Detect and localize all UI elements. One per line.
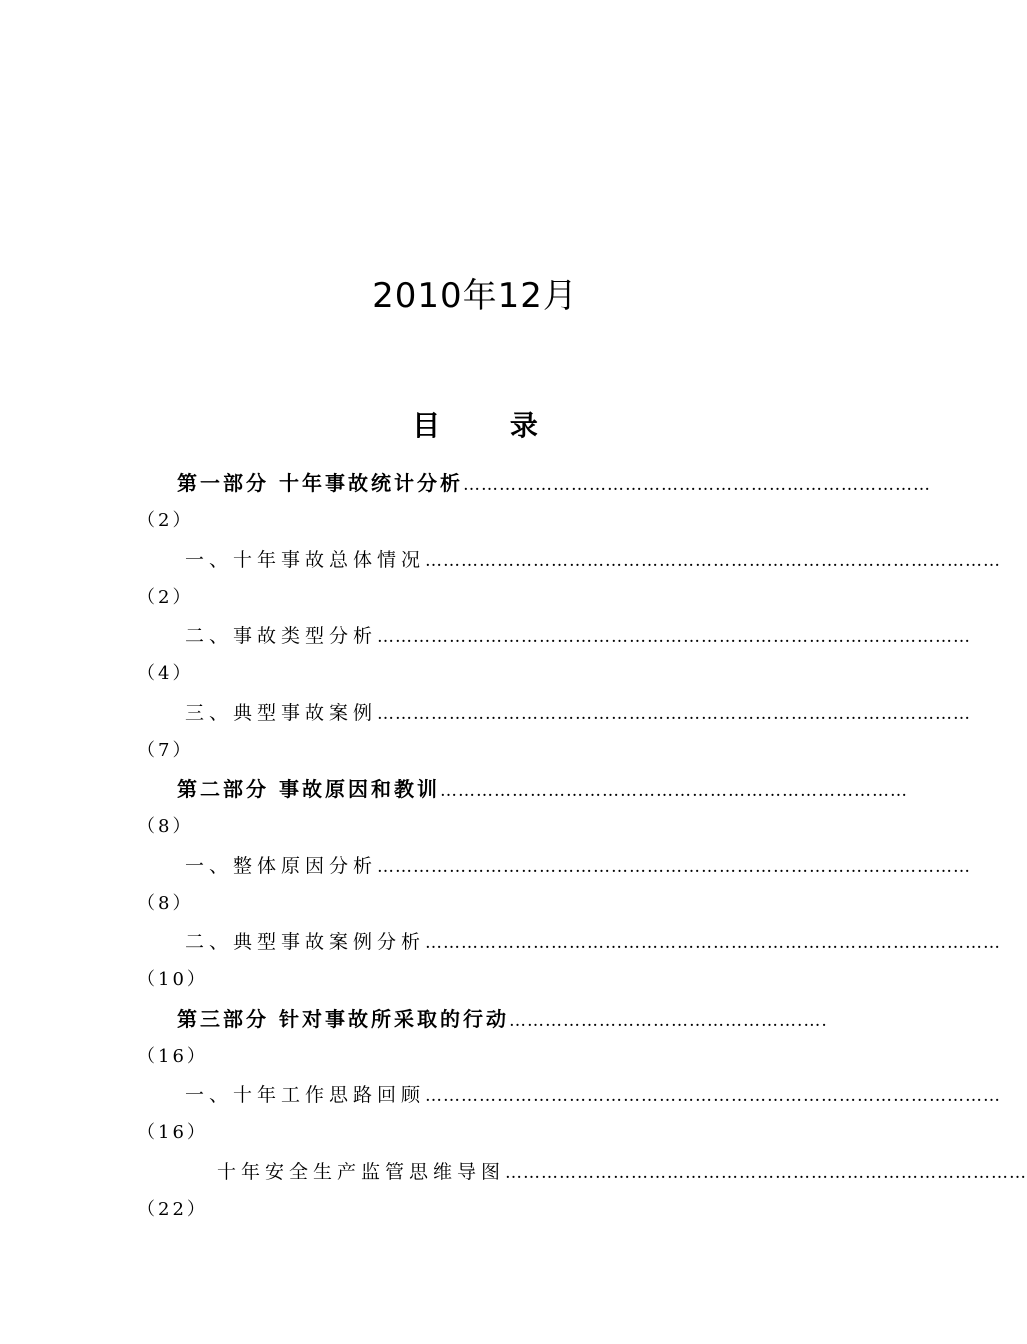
toc-entry	[137, 1000, 828, 1077]
toc-entry-line	[137, 617, 972, 655]
toc-entry-page-number: （10）	[137, 969, 208, 990]
toc-entry-line	[137, 541, 1002, 579]
toc-entry	[137, 923, 1002, 1000]
toc-entry-leader: ………………………………………….….	[508, 1010, 828, 1031]
toc-entry	[137, 1153, 1027, 1230]
toc-entry-line	[137, 1076, 1002, 1114]
toc-entry-page-number: （16）	[137, 1122, 208, 1143]
toc-entry-page-number: （4）	[137, 663, 194, 684]
toc-entry-leader: ……………………………………………………………………………	[505, 1162, 1027, 1183]
toc-entry-page-number: （22）	[137, 1198, 208, 1220]
toc-entry	[137, 1076, 1002, 1153]
toc-entry-label: 十年安全生产监管思维导图	[217, 1160, 506, 1183]
toc-entry	[137, 464, 931, 541]
toc-entry	[137, 770, 908, 847]
toc-entry-leader: ………………………………………………………………………………………	[377, 627, 972, 647]
toc-entry-leader: ………………………………………………………………………………………	[377, 703, 972, 724]
toc-entry-label: 二、典型事故案例分析	[185, 931, 426, 953]
toc-entry-line	[137, 770, 908, 808]
document-date: 2010年12月	[372, 276, 578, 316]
toc-entry-label: 二、事故类型分析	[185, 625, 378, 647]
toc-entry-leader: ……………………………………………………………………………………	[425, 1086, 1002, 1106]
toc-entry-label: 第二部分 事故原因和教训	[177, 777, 440, 801]
toc-entry	[137, 847, 972, 924]
toc-entry-leader: ………………………………………………………………………………………	[377, 856, 972, 877]
toc-entry	[137, 617, 972, 694]
toc-entry-line	[137, 1000, 828, 1038]
toc-entry-leader: ……………………………………………………………………	[462, 475, 931, 495]
toc-entry-label: 三、典型事故案例	[185, 701, 378, 724]
toc-entry-leader: ……………………………………………………………………………………	[425, 933, 1002, 953]
toc-entry-page-number: （16）	[137, 1045, 208, 1067]
toc-entry-line	[137, 1153, 1027, 1191]
toc-entry-line	[137, 694, 972, 732]
toc-entry-label: 一、整体原因分析	[185, 854, 378, 877]
toc-title: 目 录	[412, 409, 568, 442]
toc-entry-page-number: （7）	[137, 739, 194, 761]
toc-entry-page-number: （8）	[137, 892, 194, 914]
toc-entry-leader: ……………………………………………………………………………………	[425, 550, 1002, 571]
toc-entry-page-number: （2）	[137, 510, 194, 531]
toc-entry-label: 一、十年工作思路回顾	[185, 1084, 426, 1106]
toc-entry	[137, 694, 972, 771]
toc-entry-line	[137, 847, 972, 885]
toc-entry	[137, 541, 1002, 618]
toc-entry-line	[137, 464, 931, 502]
toc-entry-leader: ……………………………………………………………………	[439, 781, 908, 801]
toc-entry-page-number: （8）	[137, 816, 194, 837]
toc-entry-label: 第一部分 十年事故统计分析	[177, 471, 463, 495]
toc-entry-line	[137, 923, 1002, 961]
toc-entry-label: 第三部分 针对事故所采取的行动	[177, 1006, 509, 1031]
toc-entry-page-number: （2）	[137, 586, 194, 608]
table-of-contents	[137, 464, 1027, 1229]
toc-entry-label: 一、十年事故总体情况	[185, 548, 426, 571]
